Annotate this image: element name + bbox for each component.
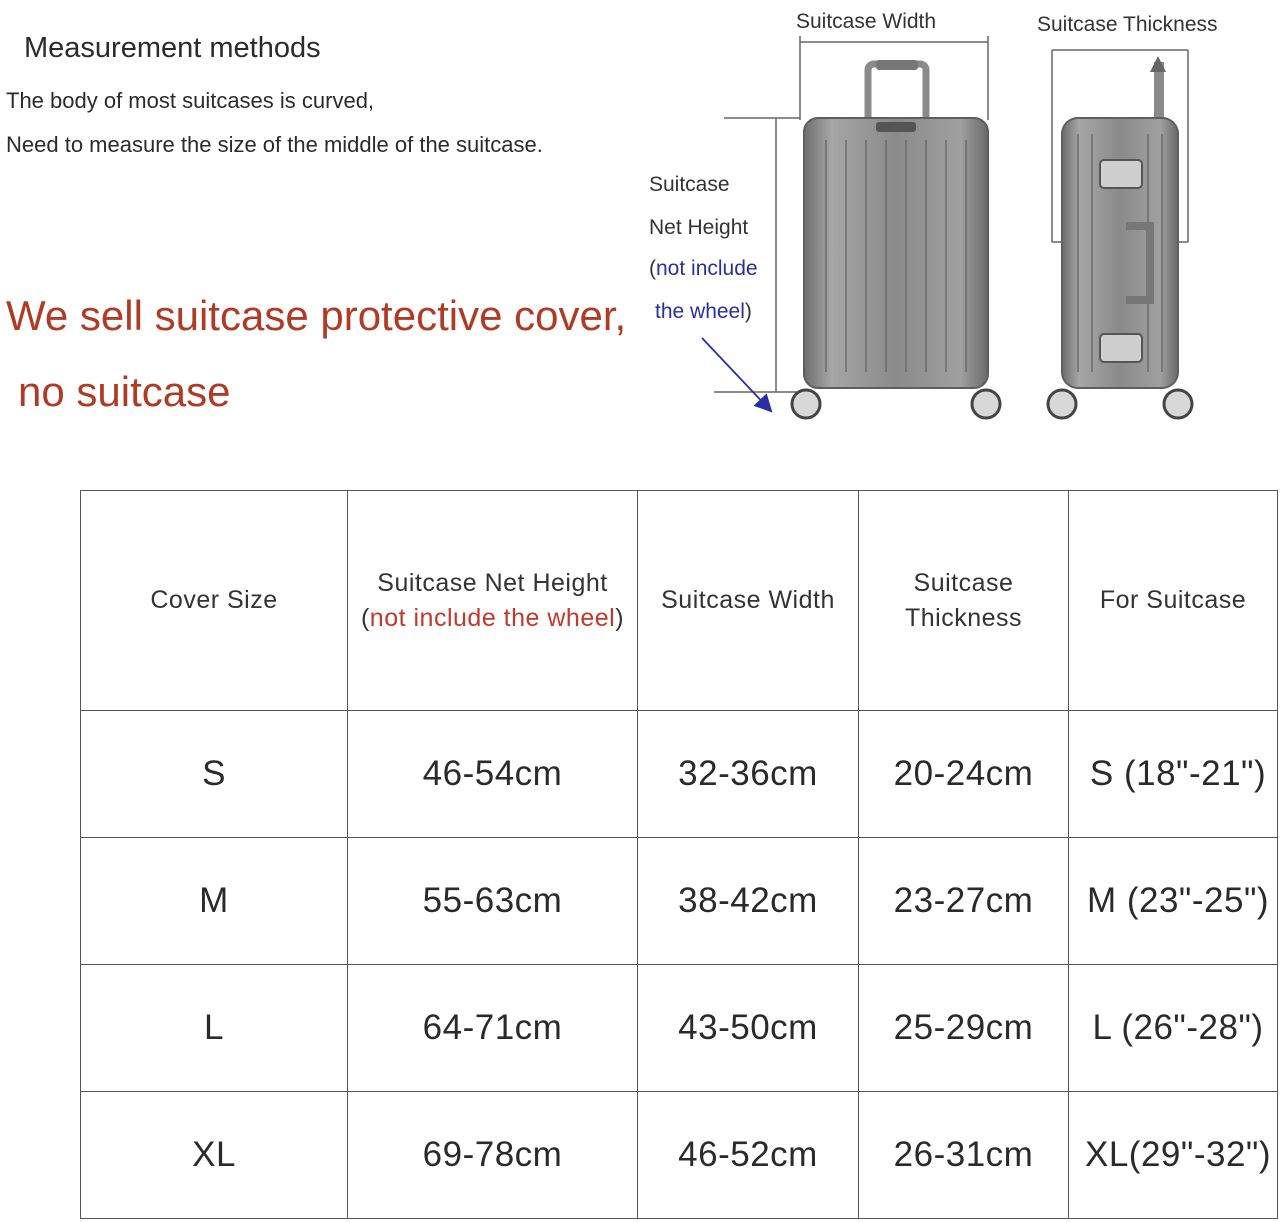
measurement-note-line2: Need to measure the size of the middle of the suitcase.: [6, 132, 543, 157]
table-row: [81, 838, 1278, 965]
cell-height: 46-54cm: [348, 711, 638, 838]
header-thickness-line1: Suitcase: [913, 568, 1014, 597]
cell-thickness: 26-31cm: [859, 1092, 1069, 1219]
header-cover-size: Cover Size: [81, 491, 348, 711]
net-height-note-line2: the wheel): [655, 300, 752, 323]
cell-height: 69-78cm: [348, 1092, 638, 1219]
side-suitcase-illustration: [1048, 56, 1192, 418]
cell-size: XL: [81, 1092, 348, 1219]
cell-for-suitcase: S (18"-21"): [1069, 711, 1278, 838]
height-dimension-line: [714, 118, 800, 392]
header-net-height-note: not include the wheel: [369, 603, 616, 632]
table-row: [81, 711, 1278, 838]
header-net-height: Suitcase Net Height (not include the wheel): [348, 491, 638, 711]
header-thickness-line2: Thickness: [904, 603, 1023, 632]
suitcase-diagram: [0, 0, 1280, 440]
notice-line2: no suitcase: [18, 368, 231, 415]
cell-thickness: 25-29cm: [859, 965, 1069, 1092]
measurement-note-line1: The body of most suitcases is curved,: [6, 88, 375, 113]
table-row: [81, 965, 1278, 1092]
table-header-row: [81, 491, 1278, 711]
net-height-label-line2: Net Height: [649, 216, 749, 239]
net-height-note-text2: the wheel: [655, 300, 745, 323]
cell-width: 43-50cm: [638, 965, 859, 1092]
header-for-suitcase: For Suitcase: [1069, 491, 1278, 711]
cell-size: L: [81, 965, 348, 1092]
front-suitcase-illustration: [792, 60, 1000, 418]
width-dimension-line: [800, 36, 988, 120]
suitcase-width-label: Suitcase Width: [796, 10, 937, 33]
cell-for-suitcase: L (26"-28"): [1069, 965, 1278, 1092]
cell-width: 38-42cm: [638, 838, 859, 965]
measurement-methods-title: Measurement methods: [24, 32, 321, 64]
notice-line1: We sell suitcase protective cover,: [6, 292, 627, 339]
cell-size: S: [81, 711, 348, 838]
net-height-note-line1: (not include: [649, 257, 758, 280]
net-height-label-line1: Suitcase: [649, 173, 730, 196]
cell-height: 64-71cm: [348, 965, 638, 1092]
header-thickness: [859, 491, 1069, 711]
size-chart-table: [80, 490, 1278, 1219]
net-height-note-text1: not include: [656, 257, 758, 280]
wheel-pointer-arrow: [702, 338, 770, 410]
cell-size: M: [81, 838, 348, 965]
cell-width: 32-36cm: [638, 711, 859, 838]
cell-width: 46-52cm: [638, 1092, 859, 1219]
cell-for-suitcase: XL(29"-32"): [1069, 1092, 1278, 1219]
cell-for-suitcase: M (23"-25"): [1069, 838, 1278, 965]
table-row: [81, 1092, 1278, 1219]
cell-thickness: 20-24cm: [859, 711, 1069, 838]
cell-height: 55-63cm: [348, 838, 638, 965]
header-width: Suitcase Width: [638, 491, 859, 711]
suitcase-thickness-label: Suitcase Thickness: [1037, 13, 1218, 36]
cell-thickness: 23-27cm: [859, 838, 1069, 965]
header-net-height-label: Suitcase Net Height: [377, 568, 608, 597]
